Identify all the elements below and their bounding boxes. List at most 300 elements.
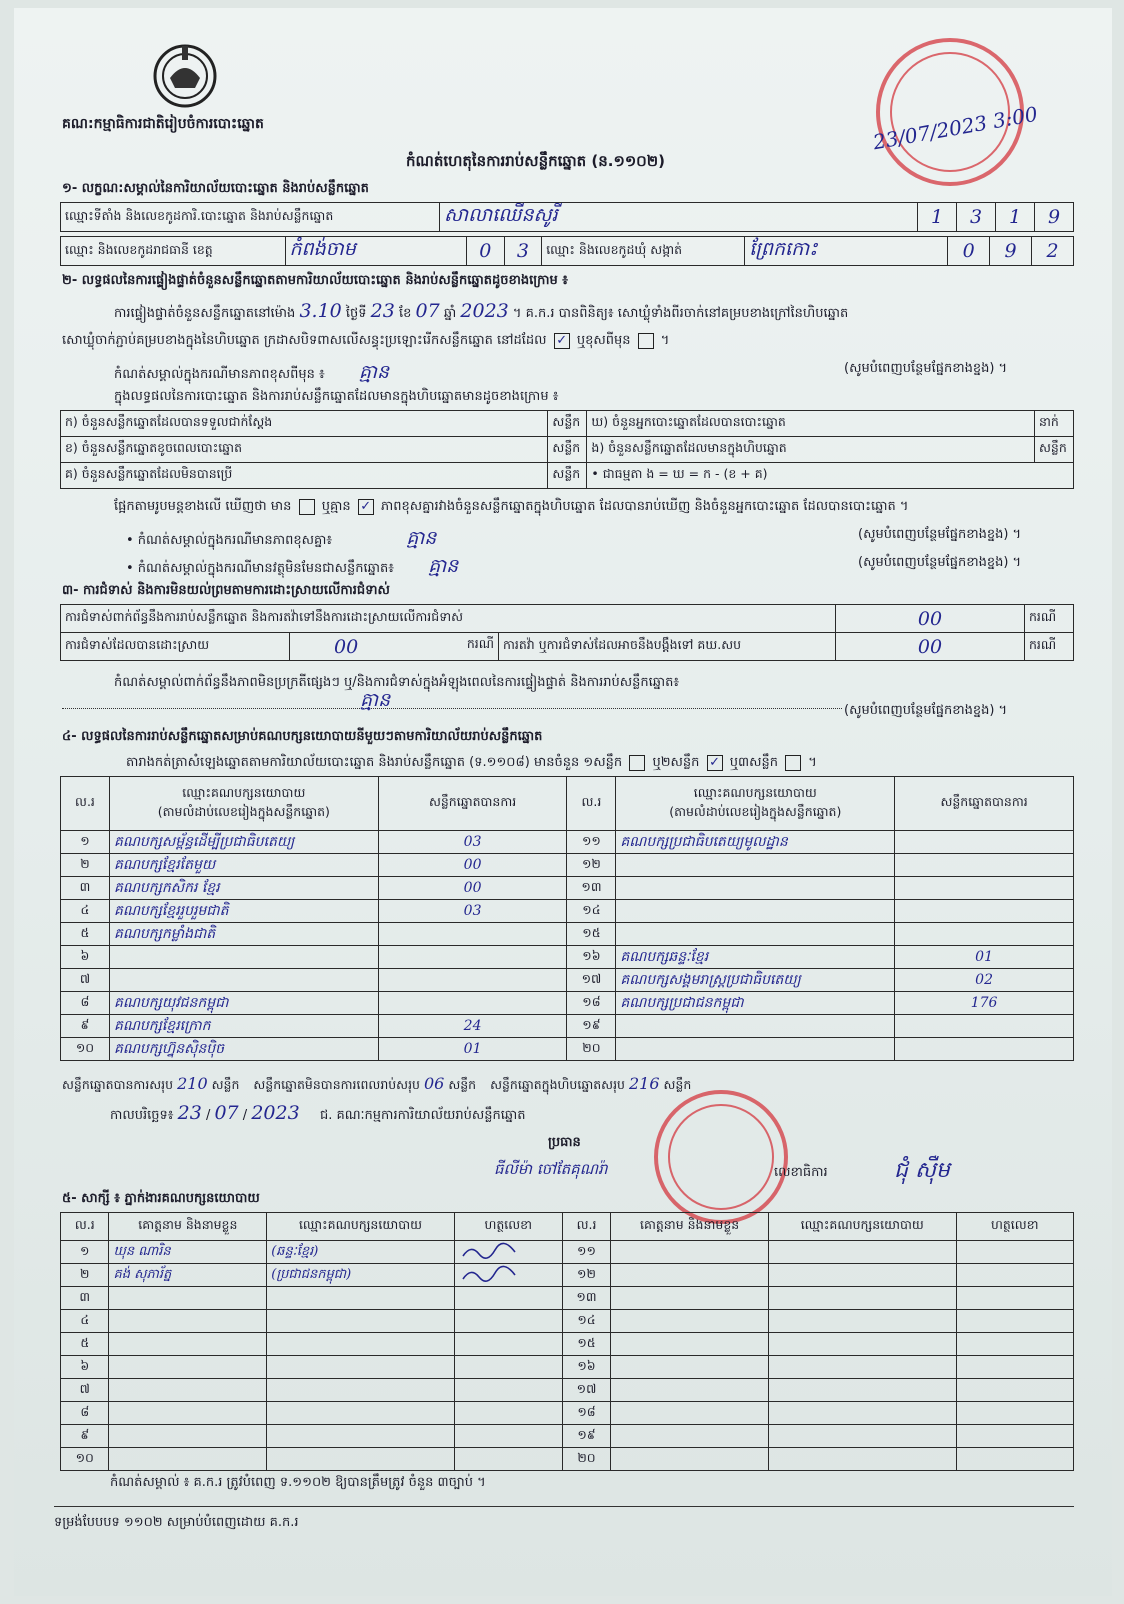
witness-signature — [454, 1310, 562, 1333]
table-row — [61, 831, 1074, 854]
witness-signature — [454, 1287, 562, 1310]
party-no: ៩ — [61, 1015, 110, 1038]
party-no: ២ — [61, 854, 110, 877]
ballots-received-label: ក) ចំនួនសន្លឹកឆ្នោតដែលបានទទួលជាក់ស្តែង — [61, 411, 548, 437]
note1-label: កំណត់សម្គាល់ក្នុងករណីមានភាពខុសពីមុន ៖ — [114, 367, 325, 382]
voters-label: ឃ) ចំនួនអ្នកបោះឆ្នោតដែលបានបោះឆ្នោត — [587, 411, 1035, 437]
commune-name: ព្រែកកោះ — [749, 238, 818, 260]
secretary-label: លេខាធិការ — [774, 1165, 828, 1180]
party-no: ២០ — [567, 1038, 616, 1061]
complaints-table — [60, 604, 1074, 661]
note3-line — [126, 554, 458, 582]
verify-day: 23 — [370, 300, 395, 322]
witness-no: ៣ — [61, 1287, 109, 1310]
party-votes — [895, 923, 1074, 946]
witness-party — [267, 1287, 455, 1310]
witness-no: ៥ — [61, 1333, 109, 1356]
witness-name — [611, 1333, 769, 1356]
appeal-label: ការតវ៉ា ឬការជំទាស់ដែលអាចនឹងបង្ដឹងទៅ គឃ.សប — [499, 633, 836, 661]
party-no: ៤ — [61, 900, 110, 923]
party-votes — [378, 969, 567, 992]
col-no-left: ល.រ — [61, 777, 110, 831]
commune-code-1: 0 — [948, 237, 990, 266]
w-col-sign-left: ហត្ថលេខា — [454, 1213, 562, 1241]
verify-text: ។ គ.ក.រ បានពិនិត្យ៖ សោឃ្លុំទាំងពីរចាក់នៅគម្របខាងក្រៅនៃហិបឆ្នោត — [512, 306, 849, 321]
witness-no: ៩ — [61, 1425, 109, 1448]
witness-no: ១១ — [562, 1241, 611, 1264]
total-valid-unit: សន្លឹក — [211, 1077, 240, 1092]
note2-value: គ្មាន — [406, 527, 437, 549]
table-row — [61, 923, 1074, 946]
table-row — [61, 854, 1074, 877]
witness-name — [109, 1402, 267, 1425]
witness-signature — [454, 1356, 562, 1379]
ballots-in-box-label: ង) ចំនួនសន្លឹកឆ្នោតដែលមានក្នុងហិបឆ្នោត — [587, 437, 1035, 463]
chair-signature: ធីលីម៉ា ចៅតែគុណរ៉ា — [494, 1160, 608, 1178]
party-no: ១៥ — [567, 923, 616, 946]
party-name: គណបក្សកម្លាំងជាតិ — [109, 923, 378, 946]
party-name: គណបក្សកសិករ ខ្មែរ — [109, 877, 378, 900]
verify-time-label: ការផ្ទៀងផ្ទាត់ចំនួនសន្លឹកឆ្នោតនៅម៉ោង — [114, 306, 296, 321]
discrepancy-yes-label: ផ្អែកតាមរូបមន្តខាងលើ ឃើញថា មាន — [114, 499, 292, 514]
witness-no: ១៣ — [562, 1287, 611, 1310]
witness-no: ១៩ — [562, 1425, 611, 1448]
party-name — [616, 877, 895, 900]
w-col-party-left: ឈ្មោះគណបក្សនយោបាយ — [267, 1213, 455, 1241]
w-col-no-right: ល.រ — [562, 1213, 611, 1241]
witness-signature — [956, 1310, 1073, 1333]
discrepancy-text: ភាពខុសគ្នារវាងចំនួនសន្លឹកឆ្នោតក្នុងហិបឆ្នោត ដែលបានរាប់ឃើញ និងចំនួនអ្នកបោះឆ្នោត ដែលបានបោះឆ្នោត ។ — [380, 499, 909, 514]
table-row — [61, 1333, 1074, 1356]
witness-party — [768, 1264, 956, 1287]
party-name: គណបក្សសង្គមរាស្ត្រប្រជាធិបតេយ្យ — [616, 969, 895, 992]
w-col-name-right: គោត្តនាម និងនាមខ្លួន — [611, 1213, 769, 1241]
footer-note: កំណត់សម្គាល់ ៖ គ.ក.រ ត្រូវបំពេញ ទ.១១០២ ឱ្យបានត្រឹមត្រូវ ចំនួន ៣ច្បាប់ ។ — [110, 1475, 486, 1490]
witness-signature — [956, 1379, 1073, 1402]
witness-party — [768, 1333, 956, 1356]
formula: • ជាធម្មតា ង = ឃ = ក - (ខ + គ) — [587, 463, 1074, 489]
party-votes: 00 — [378, 877, 567, 900]
form-reference: ទម្រង់បែបបទ ១១០២ សម្រាប់បំពេញដោយ គ.ក.រ — [54, 1515, 299, 1530]
total-invalid: 06 — [423, 1074, 445, 1093]
date-day: 23 — [177, 1102, 202, 1124]
note3-value: គ្មាន — [428, 555, 459, 577]
witness-party — [267, 1448, 455, 1471]
discrepancy-no-checkbox[interactable]: ✓ — [358, 499, 374, 515]
station-code-2: 3 — [957, 203, 996, 232]
party-name — [616, 1015, 895, 1038]
party-name — [616, 923, 895, 946]
party-votes: 02 — [895, 969, 1074, 992]
section3-heading: ៣- ការជំទាស់ និងការមិនយល់ព្រមតាមការដោះស្រាយលើការជំទាស់ — [62, 583, 390, 598]
party-no: ១០ — [61, 1038, 110, 1061]
party-name: គណបក្សខ្មែររួបរួមជាតិ — [109, 900, 378, 923]
total-invalid-unit: សន្លឹក — [448, 1077, 477, 1092]
party-no: ១៤ — [567, 900, 616, 923]
col-party-left — [109, 777, 378, 831]
party-no: ១៦ — [567, 946, 616, 969]
party-no: ៨ — [61, 992, 110, 1015]
witness-name — [109, 1356, 267, 1379]
witness-name — [611, 1425, 769, 1448]
total-box-label: សន្លឹកឆ្នោតក្នុងហិបឆ្នោតសរុប — [490, 1077, 625, 1092]
table-row — [61, 1448, 1074, 1471]
party-votes: 00 — [378, 854, 567, 877]
verify-month: 07 — [415, 300, 440, 322]
fill-hint-4: (សូមបំពេញបន្ថែមផ្នែកខាងខ្នង) ។ — [844, 703, 1008, 718]
unit-ka: សន្លឹក — [548, 411, 587, 437]
verify-time: 3.10 — [299, 300, 342, 322]
appeal-unit: ករណី — [1025, 633, 1074, 661]
three-sheets-checkbox[interactable] — [785, 755, 801, 771]
witness-party — [768, 1356, 956, 1379]
w-col-name-left: គោត្តនាម និងនាមខ្លួន — [109, 1213, 267, 1241]
station-code-1: 1 — [918, 203, 957, 232]
complaints-label: ការជំទាស់ពាក់ព័ន្ធនឹងការរាប់សន្លឹកឆ្នោត និងការតវ៉ាទៅនឹងការដោះស្រាយលើការជំទាស់ — [61, 605, 836, 633]
ballot-count-table — [60, 410, 1074, 489]
date-line: កាលបរិច្ឆេទ៖ 23 / 07 / 2023 ជ. គណៈកម្មការការិយាល័យរាប់សន្លឹកឆ្នោត — [110, 1102, 526, 1124]
witness-signature — [956, 1356, 1073, 1379]
witness-no: ១០ — [61, 1448, 109, 1471]
totals-line — [62, 1074, 691, 1096]
witness-party — [267, 1356, 455, 1379]
discrepancy-no-label: ឬគ្មាន — [321, 499, 351, 514]
witness-no: ៤ — [61, 1310, 109, 1333]
province-name: កំពង់ចាម — [289, 238, 356, 260]
witness-signature — [454, 1402, 562, 1425]
tally-intro: តារាងកត់ត្រាសំឡេងឆ្នោតតាមការិយាល័យបោះឆ្នោត និងរាប់សន្លឹកឆ្នោត (ទ.១១០៨) មានចំនួន ១សន្លឹក — [126, 755, 623, 770]
party-name — [616, 1038, 895, 1061]
tally-sheet-line: តារាងកត់ត្រាសំឡេងឆ្នោតតាមការិយាល័យបោះឆ្នោត និងរាប់សន្លឹកឆ្នោត (ទ.១១០៨) មានចំនួន ១សន្លឹក ឬ២សន្លឹក ✓ ឬ៣សន្លឹក ។ — [126, 754, 817, 770]
witness-party — [768, 1402, 956, 1425]
seal-text: សោឃ្លុំចាក់ភ្ជាប់គម្របខាងក្នុងនៃហិបឆ្នោត ក្រដាសបិទពាសលើសន្ធុះប្រឡោះរើកសន្លឹកឆ្នោត នៅដដែល — [62, 333, 547, 348]
verification-line — [114, 300, 848, 324]
witness-name — [611, 1241, 769, 1264]
table-row — [61, 946, 1074, 969]
party-name: គណបក្សប្រជាធិបតេយ្យមូលដ្ឋាន — [616, 831, 895, 854]
table-row — [61, 877, 1074, 900]
party-votes: 176 — [895, 992, 1074, 1015]
party-votes — [895, 900, 1074, 923]
province-code-2: 3 — [504, 237, 542, 266]
total-box: 216 — [628, 1074, 660, 1093]
resolved-value: 00 — [334, 635, 359, 658]
province-label: ឈ្មោះ និងលេខកូដរាជធានី ខេត្ត — [61, 237, 286, 266]
party-no: ១២ — [567, 854, 616, 877]
witness-name — [611, 1402, 769, 1425]
form-title: កំណត់ហេតុនៃការរាប់សន្លឹកឆ្នោត (ន.១១០២) — [406, 152, 666, 170]
party-no: ១៩ — [567, 1015, 616, 1038]
table-row — [61, 1310, 1074, 1333]
commune-code-2: 9 — [990, 237, 1032, 266]
witness-no: ២ — [61, 1264, 109, 1287]
witness-name — [109, 1310, 267, 1333]
committee-label: ជ. គណៈកម្មការការិយាល័យរាប់សន្លឹកឆ្នោត — [319, 1108, 526, 1123]
agency-name: គណ:កម្មាធិការជាតិរៀបចំការបោះឆ្នោត — [62, 116, 264, 132]
witness-party — [267, 1310, 455, 1333]
form-sheet — [14, 8, 1112, 1596]
irregularity-note-value: គ្មាន — [360, 689, 391, 711]
witness-name — [611, 1264, 769, 1287]
party-name: គណបក្សយុវជនកម្ពុជា — [109, 992, 378, 1015]
witness-party — [267, 1425, 455, 1448]
note3-label: • កំណត់សម្គាល់ក្នុងករណីមានវត្ថុមិនមែនជាសន្លឹកឆ្នោត៖ — [126, 561, 394, 576]
footer-divider — [54, 1506, 1074, 1507]
witness-name — [109, 1425, 267, 1448]
party-name — [109, 946, 378, 969]
verify-day-label: ថ្ងៃទី — [345, 306, 367, 321]
table-row — [61, 1356, 1074, 1379]
secretary-signature: ជុំ ស៊ឺម — [894, 1158, 950, 1183]
witness-no: ៦ — [61, 1356, 109, 1379]
changed-label: ឬខុសពីមុន — [576, 333, 631, 348]
witness-party — [267, 1333, 455, 1356]
section1-table-row2 — [60, 236, 1074, 266]
witness-name — [611, 1287, 769, 1310]
party-votes — [378, 946, 567, 969]
party-votes: 01 — [378, 1038, 567, 1061]
w-col-party-right: ឈ្មោះគណបក្សនយោបាយ — [768, 1213, 956, 1241]
table-row — [61, 1379, 1074, 1402]
party-no: ៧ — [61, 969, 110, 992]
verify-year-label: ឆ្នាំ — [443, 306, 457, 321]
witness-no: ១ — [61, 1241, 109, 1264]
witness-name — [109, 1379, 267, 1402]
witness-name — [109, 1333, 267, 1356]
party-name: គណបក្សប្រជាជនកម្ពុជា — [616, 992, 895, 1015]
note2-label: • កំណត់សម្គាល់ក្នុងករណីមានភាពខុសគ្នា៖ — [126, 533, 333, 548]
unchanged-checkbox[interactable]: ✓ — [554, 333, 570, 349]
irregularity-note-label: កំណត់សម្គាល់ពាក់ព័ន្ធនឹងភាពមិនប្រក្រតីផ្សេងៗ ឬ/និងការជំទាស់ក្នុងអំឡុងពេលនៃការផ្ទៀងផ្ទាត់ និងការរាប់សន្លឹកឆ្នោត៖ — [114, 675, 680, 690]
section2-heading: ២- លទ្ធផលនៃការផ្ទៀងផ្ទាត់ចំនួនសន្លឹកឆ្នោតតាមការិយាល័យបោះឆ្នោត និងរាប់សន្លឹកឆ្នោតដូចខាងក្រោម ៖ — [62, 273, 568, 288]
witness-no: ៧ — [61, 1379, 109, 1402]
party-votes: 03 — [378, 900, 567, 923]
table-row — [61, 1402, 1074, 1425]
total-valid: 210 — [177, 1074, 208, 1093]
witness-no: ២០ — [562, 1448, 611, 1471]
table-row — [61, 969, 1074, 992]
col-party-left-title: ឈ្មោះគណបក្សនយោបាយ — [182, 784, 306, 800]
irregularity-note-line — [62, 708, 842, 709]
table-row — [61, 1241, 1074, 1264]
commune-code-3: 2 — [1032, 237, 1074, 266]
date-label: កាលបរិច្ឆេទ៖ — [110, 1108, 174, 1123]
witness-no: ១៧ — [562, 1379, 611, 1402]
col-no-right: ល.រ — [567, 777, 616, 831]
witness-signature — [956, 1402, 1073, 1425]
party-name: គណបក្សឆន្ទៈខ្មែរ — [616, 946, 895, 969]
party-name: គណបក្សហ្វ៊ុនស៊ិនប៉ិច — [109, 1038, 378, 1061]
stamp-handwriting: 23/07/2023 3:00 — [871, 101, 1040, 155]
signature-scribble — [459, 1265, 519, 1283]
table-row — [61, 1264, 1074, 1287]
party-votes: 01 — [895, 946, 1074, 969]
date-year: 2023 — [251, 1102, 300, 1124]
complaints-value: 00 — [917, 607, 943, 630]
witness-name — [109, 1287, 267, 1310]
complaints-unit: ករណី — [1025, 605, 1074, 633]
witness-signature — [956, 1241, 1073, 1264]
unit-kho: នាក់ — [1034, 411, 1073, 437]
col-party-right — [616, 777, 895, 831]
witness-signature — [454, 1448, 562, 1471]
party-no: ៥ — [61, 923, 110, 946]
w-col-no-left: ល.រ — [61, 1213, 109, 1241]
party-no: ១១ — [567, 831, 616, 854]
party-votes — [895, 877, 1074, 900]
party-no: ១៣ — [567, 877, 616, 900]
results-intro: ក្នុងលទ្ធផលនៃការបោះឆ្នោត និងការរាប់សន្លឹកឆ្នោតដែលមានក្នុងហិបឆ្នោតមានដូចខាងក្រោម ៖ — [114, 389, 559, 404]
party-votes: 03 — [378, 831, 567, 854]
section4-heading: ៤- លទ្ធផលនៃការរាប់សន្លឹកឆ្នោតសម្រាប់គណបក្សនយោបាយនីមួយៗតាមការិយាល័យរាប់សន្លឹកឆ្នោត — [62, 729, 543, 744]
official-stamp-bottom — [654, 1090, 788, 1224]
station-label: ឈ្មោះទីតាំង និងលេខកូដការិ.បោះឆ្នោត និងរាប់សន្លឹកឆ្នោត — [61, 203, 440, 232]
station-name: សាលាឈើនសូរី — [444, 204, 558, 226]
resolved-unit: ករណី — [466, 635, 494, 651]
table-row — [61, 1287, 1074, 1310]
party-votes — [895, 831, 1074, 854]
table-row — [61, 1425, 1074, 1448]
party-name: គណបក្សខ្មែរក្រោក — [109, 1015, 378, 1038]
note1-line — [114, 360, 389, 388]
party-votes — [378, 992, 567, 1015]
witness-party — [768, 1379, 956, 1402]
col-party-left-sub: (តាមលំដាប់លេខរៀងក្នុងសន្លឹកឆ្នោត) — [157, 803, 330, 819]
witness-party — [768, 1448, 956, 1471]
col-party-right-title: ឈ្មោះគណបក្សនយោបាយ — [693, 784, 817, 800]
witness-party — [768, 1287, 956, 1310]
resolved-label: ការជំទាស់ដែលបានដោះស្រាយ — [61, 633, 290, 661]
party-no: ១៨ — [567, 992, 616, 1015]
party-name — [616, 854, 895, 877]
witness-no: ១២ — [562, 1264, 611, 1287]
col-votes-right: សន្លឹកឆ្នោតបានការ — [895, 777, 1074, 831]
nec-emblem-icon — [150, 38, 220, 108]
two-sheets-label: ឬ២សន្លឹក — [652, 755, 700, 770]
party-votes: 24 — [378, 1015, 567, 1038]
witness-signature — [956, 1333, 1073, 1356]
table-row — [61, 1015, 1074, 1038]
witness-party: (ឆន្ទៈខ្មែរ) — [267, 1241, 455, 1264]
party-name — [109, 969, 378, 992]
discrepancy-yes-checkbox[interactable] — [299, 499, 315, 515]
unit-ngo: សន្លឹក — [1034, 437, 1073, 463]
witness-no: ៨ — [61, 1402, 109, 1425]
note1-value: គ្មាន — [358, 361, 390, 383]
party-votes — [895, 1015, 1074, 1038]
witness-signature — [454, 1425, 562, 1448]
party-name: គណបក្សខ្មែរតែមួយ — [109, 854, 378, 877]
party-no: ៣ — [61, 877, 110, 900]
witness-name — [611, 1448, 769, 1471]
witness-signature — [956, 1448, 1073, 1471]
station-code-3: 1 — [996, 203, 1035, 232]
col-votes-left: សន្លឹកឆ្នោតបានការ — [378, 777, 567, 831]
signature-scribble — [459, 1242, 519, 1260]
verify-month-label: ខែ — [399, 306, 412, 321]
date-month: 07 — [214, 1102, 239, 1124]
table-row — [61, 992, 1074, 1015]
witness-signature — [454, 1379, 562, 1402]
party-votes — [895, 854, 1074, 877]
party-votes — [895, 1038, 1074, 1061]
witness-name: គង់ សុភារ័ត្ន — [109, 1264, 267, 1287]
province-code-1: 0 — [467, 237, 505, 266]
witness-name — [611, 1379, 769, 1402]
party-votes — [378, 923, 567, 946]
discrepancy-line — [114, 498, 908, 517]
section1-heading: ១- លក្ខណ:សម្គាល់នៃការិយាល័យបោះឆ្នោត និងរាប់សន្លឹកឆ្នោត — [62, 181, 369, 196]
w-col-sign-right: ហត្ថលេខា — [956, 1213, 1073, 1241]
spoiled-ballots-label: ខ) ចំនួនសន្លឹកឆ្នោតខូចពេលបោះឆ្នោត — [61, 437, 548, 463]
witness-no: ១៦ — [562, 1356, 611, 1379]
witness-name — [611, 1310, 769, 1333]
table-row — [61, 1038, 1074, 1061]
party-no: ១ — [61, 831, 110, 854]
witness-signature — [454, 1264, 562, 1287]
witness-table — [60, 1212, 1074, 1471]
changed-checkbox[interactable] — [638, 333, 654, 349]
witness-no: ១៨ — [562, 1402, 611, 1425]
witness-signature — [956, 1287, 1073, 1310]
witness-party — [768, 1310, 956, 1333]
unused-ballots-label: គ) ចំនួនសន្លឹកឆ្នោតដែលមិនបានប្រើ — [61, 463, 548, 489]
verify-year: 2023 — [460, 300, 509, 322]
witness-no: ១៤ — [562, 1310, 611, 1333]
section1-table — [60, 202, 1074, 232]
witness-signature — [956, 1425, 1073, 1448]
chair-title: ប្រធាន — [548, 1135, 581, 1150]
fill-hint-1: (សូមបំពេញបន្ថែមផ្នែកខាងខ្នង) ។ — [844, 361, 1008, 376]
col-party-right-sub: (តាមលំដាប់លេខរៀងក្នុងសន្លឹកឆ្នោត) — [669, 803, 842, 819]
party-results-table — [60, 776, 1074, 1061]
party-no: ៦ — [61, 946, 110, 969]
party-name: គណបក្សសម្ព័ន្ធដើម្បីប្រជាធិបតេយ្យ — [109, 831, 378, 854]
witness-signature — [454, 1241, 562, 1264]
section5-heading: ៥- សាក្សី ៖ ភ្នាក់ងារគណបក្សនយោបាយ — [62, 1191, 260, 1206]
three-sheets-label: ឬ៣សន្លឹក — [729, 755, 778, 770]
witness-name — [109, 1448, 267, 1471]
witness-party: (ប្រជាជនកម្ពុជា) — [267, 1264, 455, 1287]
total-box-unit: សន្លឹក — [663, 1077, 692, 1092]
witness-party — [267, 1379, 455, 1402]
total-invalid-label: សន្លឹកឆ្នោតមិនបានការពេលរាប់សរុប — [253, 1077, 420, 1092]
fill-hint-3: (សូមបំពេញបន្ថែមផ្នែកខាងខ្នង) ។ — [858, 555, 1022, 570]
unit-kha: សន្លឹក — [548, 437, 587, 463]
table-row — [61, 900, 1074, 923]
party-no: ១៧ — [567, 969, 616, 992]
witness-name — [611, 1356, 769, 1379]
witness-party — [768, 1241, 956, 1264]
witness-party — [768, 1425, 956, 1448]
party-name — [616, 900, 895, 923]
fill-hint-2: (សូមបំពេញបន្ថែមផ្នែកខាងខ្នង) ។ — [858, 527, 1022, 542]
witness-name: ឃុន ណារិន — [109, 1241, 267, 1264]
one-sheet-checkbox[interactable] — [629, 755, 645, 771]
unit-ko: សន្លឹក — [548, 463, 587, 489]
witness-party — [267, 1402, 455, 1425]
two-sheets-checkbox[interactable]: ✓ — [707, 755, 723, 771]
witness-signature — [956, 1264, 1073, 1287]
station-code-4: 9 — [1035, 203, 1074, 232]
total-valid-label: សន្លឹកឆ្នោតបានការសរុប — [62, 1077, 174, 1092]
seal-line: សោឃ្លុំចាក់ភ្ជាប់គម្របខាងក្នុងនៃហិបឆ្នោត ក្រដាសបិទពាសលើសន្ធុះប្រឡោះរើកសន្លឹកឆ្នោត នៅដដែល ✓ ឬខុសពីមុន ។ — [62, 332, 670, 348]
witness-no: ១៥ — [562, 1333, 611, 1356]
witness-signature — [454, 1333, 562, 1356]
note2-line — [126, 526, 436, 554]
commune-label: ឈ្មោះ និងលេខកូដឃុំ សង្កាត់ — [542, 237, 745, 266]
appeal-value: 00 — [917, 635, 943, 658]
